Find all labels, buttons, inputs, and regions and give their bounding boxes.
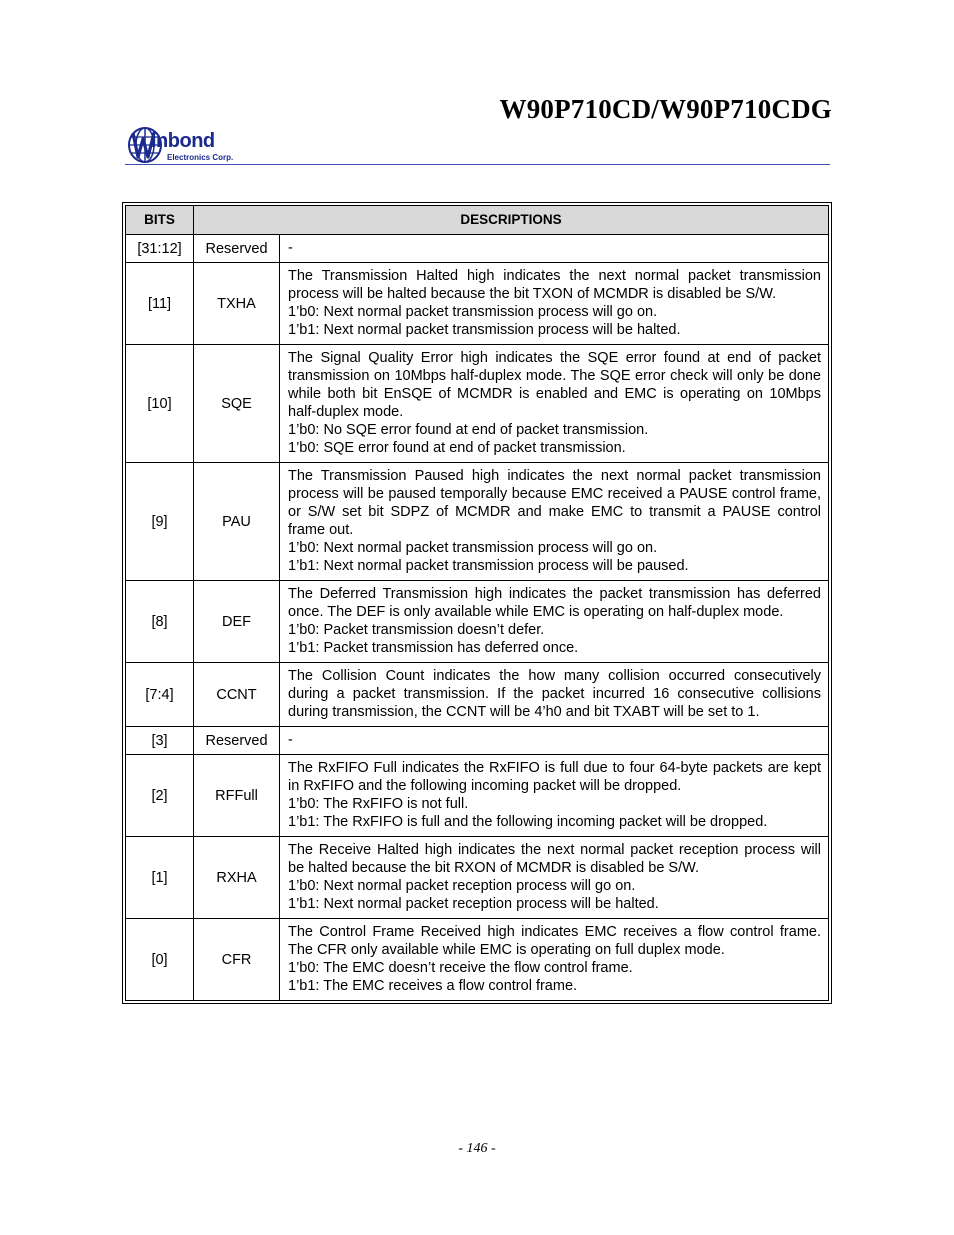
description-line: -: [288, 240, 293, 256]
description-line: The Transmission Halted high indicates the next normal packet transmission process will be halted because the bit TXON of MCMDR is disabled be S/W.: [288, 268, 821, 302]
field-name-cell: CCNT: [194, 663, 280, 727]
field-name-cell: DEF: [194, 581, 280, 663]
field-name-cell: PAU: [194, 463, 280, 581]
description-line: 1’b1: The EMC receives a flow control frame.: [288, 978, 578, 994]
description-line: 1’b0: The RxFIFO is not full.: [288, 796, 469, 812]
register-bits-table: [125, 205, 829, 1001]
table-row: [126, 755, 829, 837]
bits-cell: [9]: [126, 463, 194, 581]
description-line: 1’b0: No SQE error found at end of packet transmission.: [288, 422, 649, 438]
bits-cell: [8]: [126, 581, 194, 663]
description-line: 1’b0: Next normal packet reception process will go on.: [288, 878, 636, 894]
table-row: [126, 463, 829, 581]
description-cell: [280, 727, 829, 755]
table-row: [126, 663, 829, 727]
bits-cell: [10]: [126, 345, 194, 463]
field-name-cell: RXHA: [194, 837, 280, 919]
page-number: - 146 -: [458, 1141, 496, 1156]
table-row: [126, 263, 829, 345]
header-rule: [125, 164, 830, 165]
table-row: [126, 727, 829, 755]
description-line: 1’b0: Next normal packet transmission process will go on.: [288, 304, 658, 320]
field-name-cell: Reserved: [194, 235, 280, 263]
table-row: [126, 581, 829, 663]
description-line: 1’b1: Next normal packet transmission process will be paused.: [288, 558, 689, 574]
bits-cell: [7:4]: [126, 663, 194, 727]
bits-column-header: BITS: [126, 206, 194, 235]
description-cell: [280, 919, 829, 1001]
description-line: 1’b0: Packet transmission doesn’t defer.: [288, 622, 545, 638]
description-line: 1’b1: The RxFIFO is full and the following incoming packet will be dropped.: [288, 814, 768, 830]
description-cell: [280, 837, 829, 919]
table-row: [126, 919, 829, 1001]
bits-cell: [3]: [126, 727, 194, 755]
bits-cell: [2]: [126, 755, 194, 837]
register-table-frame: [122, 202, 832, 1004]
description-cell: [280, 581, 829, 663]
document-title: W90P710CD/W90P710CDG: [499, 94, 832, 124]
description-cell: [280, 345, 829, 463]
table-row: [126, 837, 829, 919]
description-cell: [280, 755, 829, 837]
table-row: [126, 345, 829, 463]
field-name-cell: Reserved: [194, 727, 280, 755]
description-line: The Receive Halted high indicates the next normal packet reception process will be halted because the bit RXON of MCMDR is disabled be S/W.: [288, 842, 821, 876]
description-line: The RxFIFO Full indicates the RxFIFO is full due to four 64-byte packets are kept in RxFIFO and the following incoming packet will be dropped.: [288, 760, 821, 794]
field-name-cell: CFR: [194, 919, 280, 1001]
description-line: The Transmission Paused high indicates the next normal packet transmission process will be paused temporally because EMC received a PAUSE control frame, or S/W set bit SDPZ of MCMDR and make EMC to transmit a PAUSE control frame out.: [288, 468, 821, 538]
description-line: The Collision Count indicates the how many collision occurred consecutively during a packet transmission. If the packet incurred 16 consecutive collisions during transmission, the CCNT will be 4’h0 and bit TXABT will be set to 1.: [288, 668, 821, 720]
description-cell: [280, 235, 829, 263]
table-row: [126, 235, 829, 263]
table-body: [126, 235, 829, 1001]
field-name-cell: TXHA: [194, 263, 280, 345]
description-line: 1’b0: Next normal packet transmission process will go on.: [288, 540, 658, 556]
description-line: -: [288, 732, 293, 748]
field-name-cell: SQE: [194, 345, 280, 463]
description-line: 1’b1: Next normal packet transmission process will be halted.: [288, 322, 681, 338]
description-line: The Deferred Transmission high indicates the packet transmission has deferred once. The DEF is only available while EMC is operating on half-duplex mode.: [288, 586, 821, 620]
description-line: 1’b0: The EMC doesn’t receive the flow control frame.: [288, 960, 633, 976]
description-line: 1’b0: SQE error found at end of packet transmission.: [288, 440, 626, 456]
descriptions-column-header: DESCRIPTIONS: [194, 206, 829, 235]
description-line: The Signal Quality Error high indicates the SQE error found at end of packet transmission on 10Mbps half-duplex mode. The SQE error check will only be done while both bit EnSQE of MCMDR is enabled and EMC is operating on 10Mbps half-duplex mode.: [288, 350, 821, 420]
field-name-cell: RFFull: [194, 755, 280, 837]
bits-cell: [11]: [126, 263, 194, 345]
bits-cell: [0]: [126, 919, 194, 1001]
logo-subtext: Electronics Corp.: [167, 153, 234, 162]
description-line: 1’b1: Packet transmission has deferred once.: [288, 640, 579, 656]
description-cell: [280, 663, 829, 727]
logo-wordmark: inbond: [151, 130, 215, 152]
bits-cell: [31:12]: [126, 235, 194, 263]
winbond-logo: [127, 125, 257, 165]
description-line: The Control Frame Received high indicates EMC receives a flow control frame. The CFR only available while EMC is operating on full duplex mode.: [288, 924, 821, 958]
bits-cell: [1]: [126, 837, 194, 919]
description-line: 1’b1: Next normal packet reception process will be halted.: [288, 896, 659, 912]
table-header-row: [126, 206, 829, 235]
description-cell: [280, 463, 829, 581]
description-cell: [280, 263, 829, 345]
